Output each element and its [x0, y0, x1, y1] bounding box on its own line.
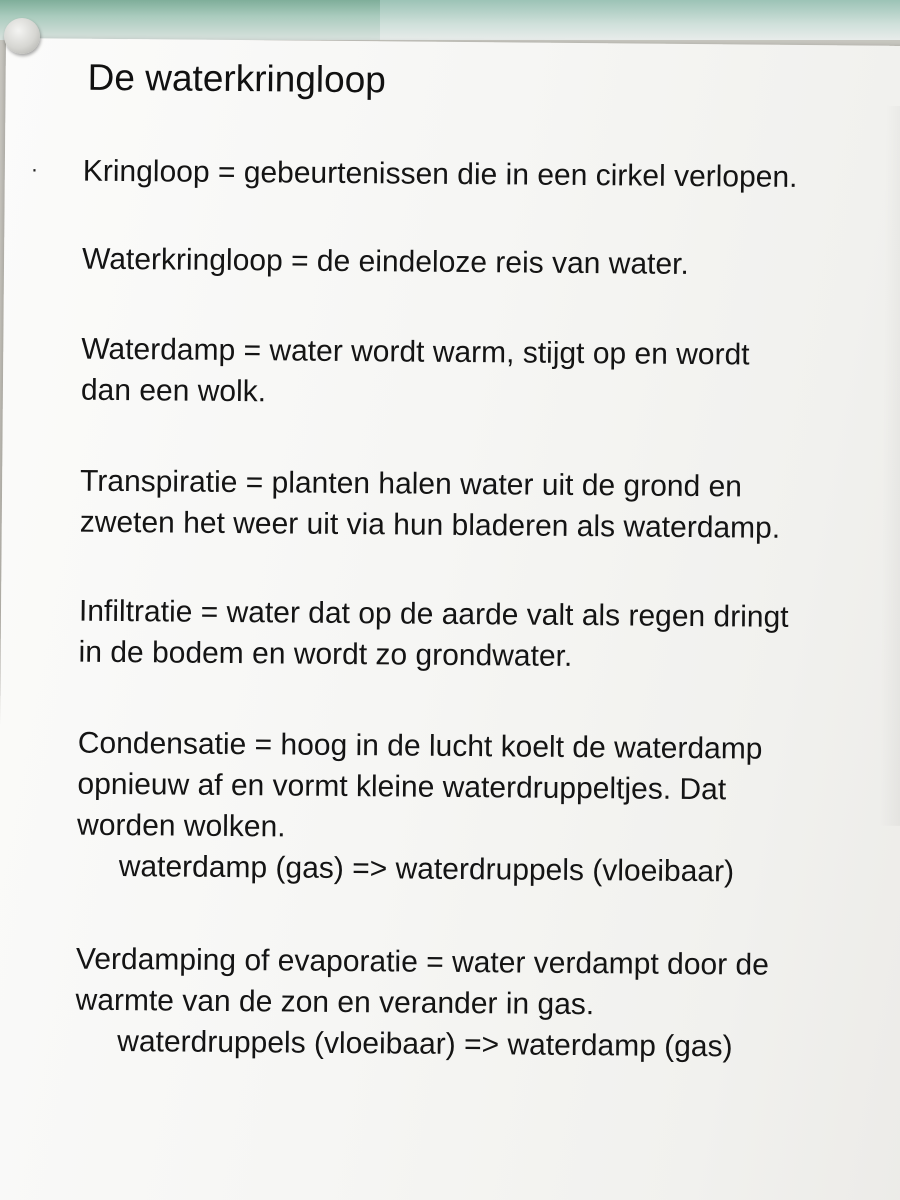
definition-line: Infiltratie = water dat op de aarde valt als regen dringt [78, 594, 789, 634]
definition-line: in de bodem en wordt zo grondwater. [78, 635, 573, 673]
definition-line: warmte van de zon en verander in gas. [75, 983, 595, 1022]
definition-transpiratie [80, 461, 781, 549]
pushpin-icon [4, 18, 40, 54]
definition-line: worden wolken. [76, 808, 286, 844]
definition-verdamping [75, 939, 769, 1068]
paper-fold-shadow [879, 106, 900, 826]
background-paper-edge [380, 0, 900, 40]
bullet-dot: · [30, 156, 39, 182]
definition-infiltratie [78, 591, 788, 679]
definition-line: dan een wolk. [80, 373, 267, 409]
phase-change-formula: waterdamp (gas) => waterdruppels (vloeibaar) [118, 850, 735, 889]
definition-line: Kringloop = gebeurtenissen die in een cirkel verlopen. [82, 154, 798, 194]
paper-sheet [0, 38, 900, 1200]
definition-waterkringloop [82, 239, 689, 285]
definition-line: Waterdamp = water wordt warm, stijgt op en wordt [81, 332, 750, 372]
definition-line: Verdamping of evaporatie = water verdampt door de [75, 942, 770, 982]
definition-line: Condensatie = hoog in de lucht koelt de waterdamp [77, 726, 763, 766]
definition-line: opnieuw af en vormt kleine waterdruppeltjes. Dat [77, 767, 727, 807]
definition-kringloop [83, 151, 798, 198]
page-title: De waterkringloop [87, 56, 387, 101]
definition-line: Transpiratie = planten halen water uit de grond en [79, 464, 743, 504]
definition-line: zweten het weer uit via hun bladeren als waterdamp. [79, 505, 781, 545]
phase-change-formula: waterdruppels (vloeibaar) => waterdamp (gas) [117, 1025, 733, 1064]
definition-waterdamp [81, 329, 750, 417]
definition-condensatie [77, 723, 763, 893]
definition-line: Waterkringloop = de eindeloze reis van water. [81, 242, 689, 281]
